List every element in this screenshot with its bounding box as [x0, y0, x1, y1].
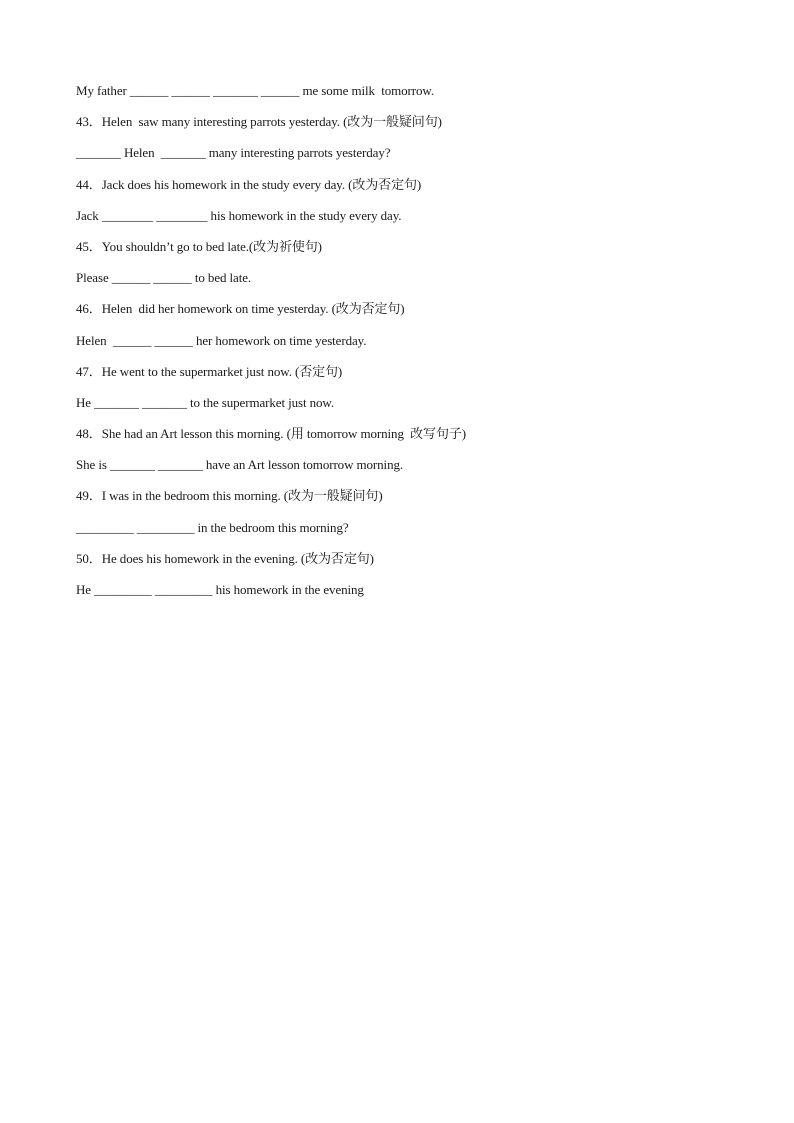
question-50: 50．He does his homework in the evening. (改为否定句) [76, 550, 374, 566]
answer-line-50: He _________ _________ his homework in the evening [76, 582, 364, 597]
question-48: 48．She had an Art lesson this morning. (用 tomorrow morning 改写句子) [76, 426, 466, 442]
question-46: 46．Helen did her homework on time yesterday. (改为否定句) [76, 301, 405, 317]
question-45: 45．You shouldn’t go to bed late.(改为祈使句) [76, 238, 322, 254]
question-47: 47．He went to the supermarket just now. (否定句) [76, 363, 343, 379]
answer-line-43: _______ Helen _______ many interesting parrots yesterday? [76, 145, 391, 161]
answer-line-42: My father ______ ______ _______ ______ me some milk tomorrow. [76, 83, 435, 98]
question-49: 49．I was in the bedroom this morning. (改为一般疑问句) [76, 488, 383, 504]
answer-line-45: Please ______ ______ to bed late. [76, 270, 252, 286]
answer-line-44: Jack ________ ________ his homework in the study every day. [76, 207, 402, 223]
answer-line-46: Helen ______ ______ her homework on time yesterday. [76, 332, 367, 348]
answer-line-47: He _______ _______ to the supermarket just now. [76, 394, 335, 410]
question-44: 44．Jack does his homework in the study every day. (改为否定句) [76, 176, 422, 192]
exercise-lines [76, 81, 756, 611]
answer-line-48: She is _______ _______ have an Art lesson tomorrow morning. [76, 457, 404, 473]
question-43: 43．Helen saw many interesting parrots yesterday. (改为一般疑问句) [76, 114, 442, 130]
answer-line-49: _________ _________ in the bedroom this morning? [76, 519, 349, 535]
